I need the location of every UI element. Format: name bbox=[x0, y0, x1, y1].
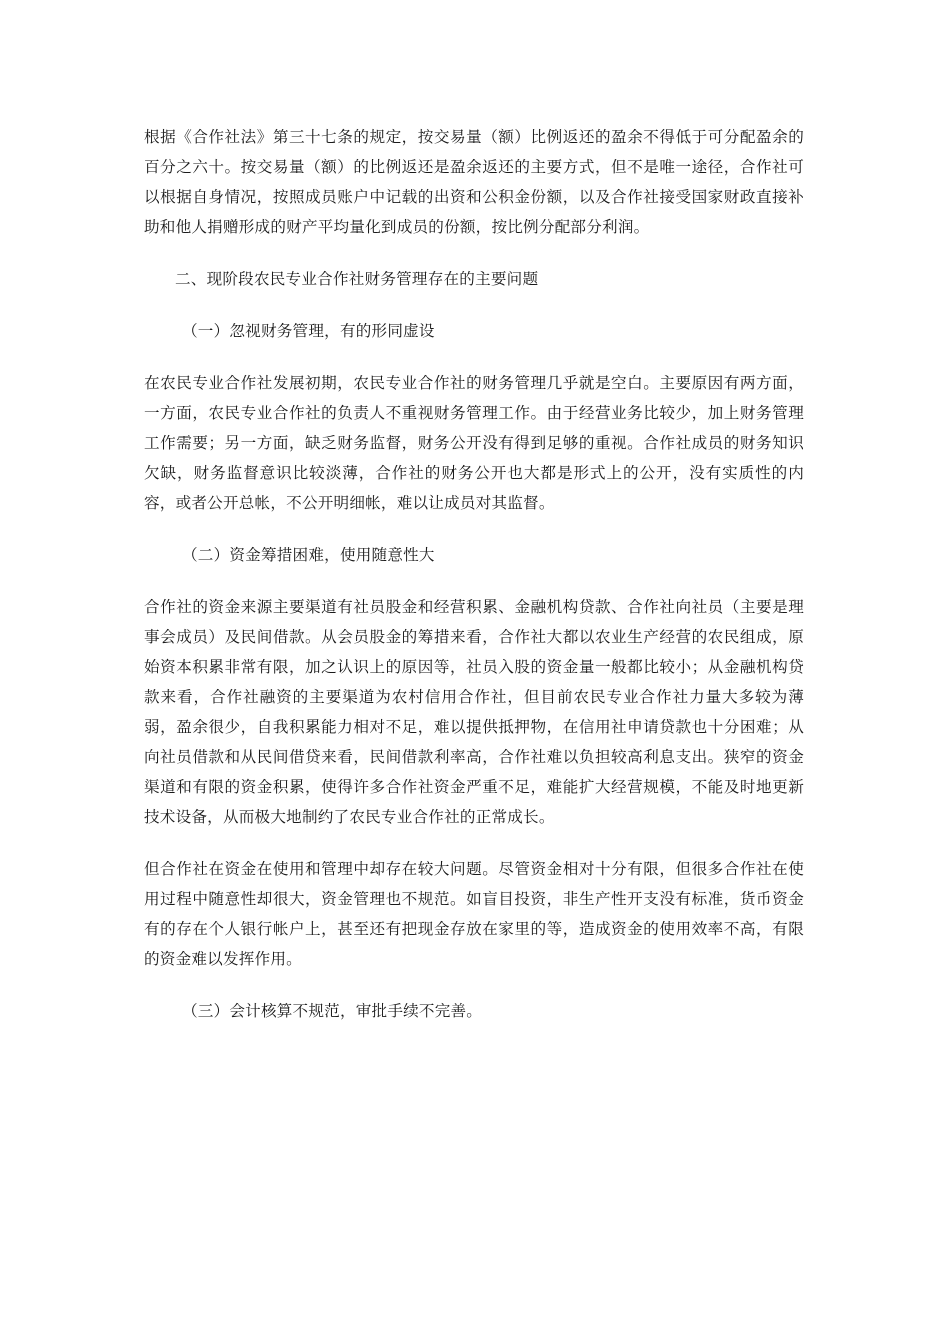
paragraph-fund-usage: 但合作社在资金在使用和管理中却存在较大问题。尽管资金相对十分有限，但很多合作社在使用过程中随意性却很大，资金管理也不规范。如盲目投资，非生产性开支没有标准，货币资金有的存在个人银行帐户上，甚至还有把现金存放在家里的等，造成资金的使用效率不高，有限的资金难以发挥作用。 bbox=[144, 860, 804, 968]
subsection-heading-1: （一）忽视财务管理，有的形同虚设 bbox=[182, 322, 435, 340]
paragraph-funding-sources: 合作社的资金来源主要渠道有社员股金和经营积累、金融机构贷款、合作社向社员（主要是理事会成员）及民间借款。从会员股金的筹措来看，合作社大都以农业生产经营的农民组成，原始资本积累非常有限，加之认识上的原因等，社员入股的资金量一般都比较小；从金融机构贷款来看，合作社融资的主要渠道为农村信用合作社，但目前农民专业合作社力量大多较为薄弱，盈余很少，自我积累能力相对不足，难以提供抵押物，在信用社申请贷款也十分困难；从向社员借款和从民间借贷来看，民间借款利率高，合作社难以负担较高利息支出。狭窄的资金渠道和有限的资金积累，使得许多合作社资金严重不足，难能扩大经营规模，不能及时地更新技术设备，从而极大地制约了农民专业合作社的正常成长。 bbox=[144, 598, 804, 826]
paragraph-surplus-return: 根据《合作社法》第三十七条的规定，按交易量（额）比例返还的盈余不得低于可分配盈余的百分之六十。按交易量（额）的比例返还是盈余返还的主要方式，但不是唯一途径，合作社可以根据自身情况，按照成员账户中记载的出资和公积金份额，以及合作社接受国家财政直接补助和他人捐赠形成的财产平均量化到成员的份额，按比例分配部分利润。 bbox=[144, 128, 804, 236]
document-body bbox=[144, 122, 804, 1048]
paragraph-financial-management: 在农民专业合作社发展初期，农民专业合作社的财务管理几乎就是空白。主要原因有两方面，一方面，农民专业合作社的负责人不重视财务管理工作。由于经营业务比较少，加上财务管理工作需要；另一方面，缺乏财务监督，财务公开没有得到足够的重视。合作社成员的财务知识欠缺，财务监督意识比较淡薄，合作社的财务公开也大都是形式上的公开，没有实质性的内容，或者公开总帐，不公开明细帐，难以让成员对其监督。 bbox=[144, 374, 804, 512]
section-heading-main-problems: 二、现阶段农民专业合作社财务管理存在的主要问题 bbox=[175, 270, 539, 288]
subsection-heading-2: （二）资金筹措困难，使用随意性大 bbox=[182, 546, 435, 564]
subsection-heading-3: （三）会计核算不规范，审批手续不完善。 bbox=[182, 1002, 483, 1020]
